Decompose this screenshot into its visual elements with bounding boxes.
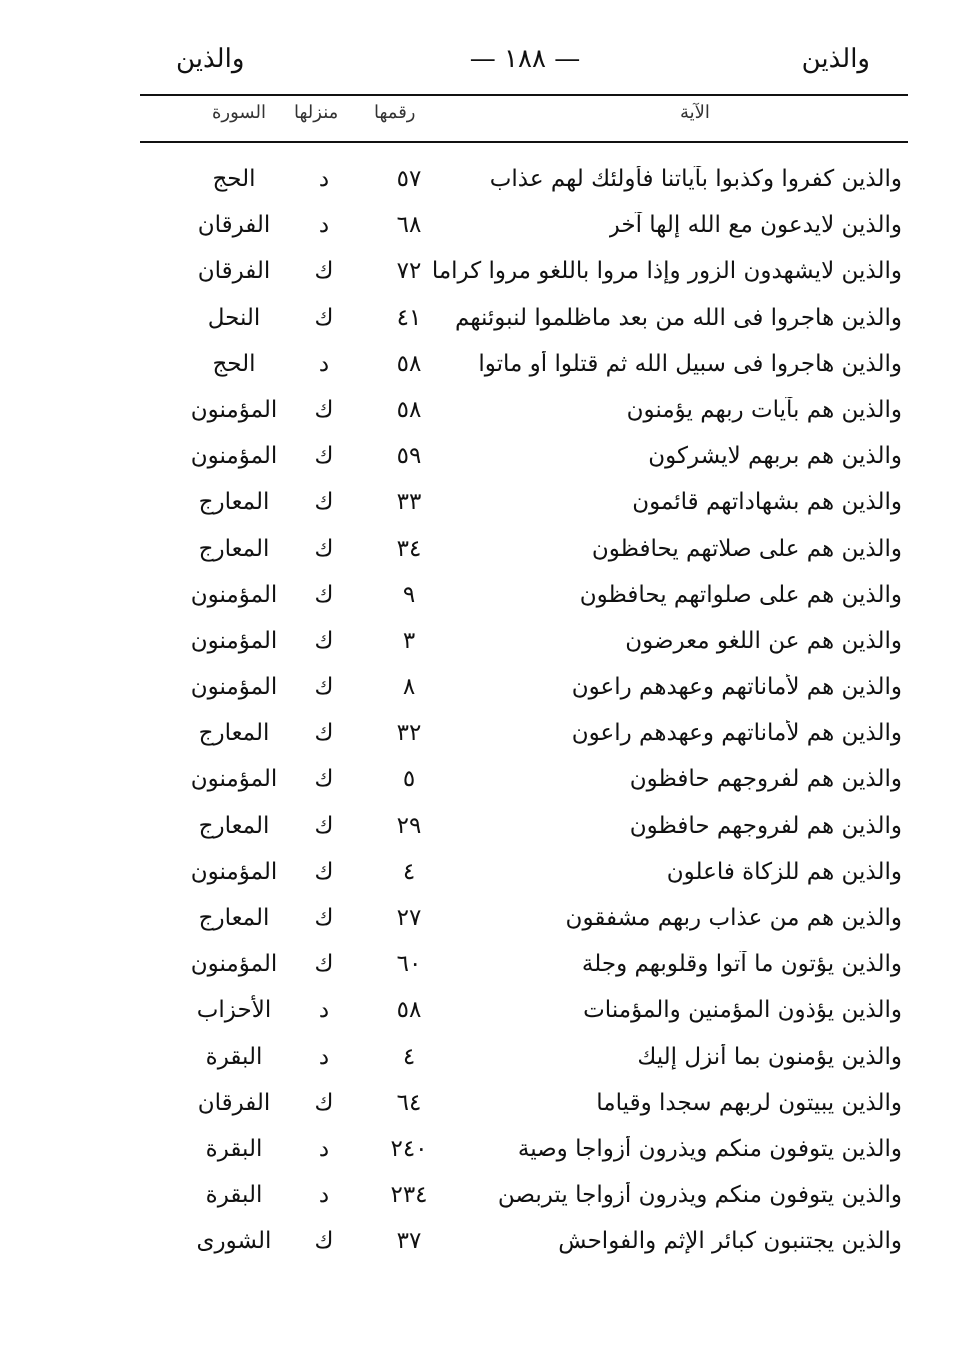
verse-number: ٤ bbox=[402, 858, 416, 885]
table-row bbox=[140, 343, 908, 389]
verse-text: والذين هم بآيات ربهم يؤمنون bbox=[626, 396, 902, 423]
revelation-place: ك bbox=[314, 396, 334, 423]
surah-name: المؤمنون bbox=[190, 674, 278, 701]
table-row bbox=[140, 943, 908, 989]
column-header-number: رقمها bbox=[374, 102, 416, 123]
table-row bbox=[140, 574, 908, 620]
table-row bbox=[140, 481, 908, 527]
revelation-place: ك bbox=[314, 581, 334, 608]
revelation-place: ك bbox=[314, 1228, 334, 1255]
verse-text: والذين هم لفروجهم حافظون bbox=[629, 812, 902, 839]
table-row bbox=[140, 1174, 908, 1220]
surah-name: النحل bbox=[207, 304, 261, 331]
verse-text: والذين هم على صلاتهم يحافظون bbox=[591, 535, 902, 562]
surah-name: المعارج bbox=[198, 905, 270, 931]
table-row bbox=[140, 1036, 908, 1082]
surah-name: المؤمنون bbox=[190, 858, 278, 885]
verse-number: ٢٩ bbox=[396, 812, 422, 839]
table-row bbox=[140, 805, 908, 851]
revelation-place: ك bbox=[314, 443, 334, 470]
surah-name: الفرقان bbox=[197, 212, 271, 239]
verse-text: والذين يؤمنون بما أنزل إليك bbox=[637, 1043, 902, 1070]
revelation-place: ك bbox=[314, 304, 334, 331]
revelation-place: ك bbox=[314, 766, 334, 793]
revelation-place: د bbox=[318, 1043, 330, 1070]
verse-number: ٥٨ bbox=[396, 997, 422, 1024]
table-row bbox=[140, 1082, 908, 1128]
running-head-left: والذين bbox=[176, 44, 245, 74]
revelation-place: ك bbox=[314, 905, 334, 931]
surah-name: المؤمنون bbox=[190, 443, 278, 470]
verse-number: ٦٠ bbox=[396, 951, 422, 978]
surah-name: الحج bbox=[212, 350, 256, 377]
revelation-place: د bbox=[318, 212, 330, 239]
verse-text: والذين كفروا وكذبوا بآياتنا فأولئك لهم عذاب bbox=[489, 166, 902, 192]
table-row bbox=[140, 712, 908, 758]
table-row bbox=[140, 989, 908, 1035]
surah-name: المؤمنون bbox=[190, 766, 278, 793]
verse-text: والذين هم من عذاب ربهم مشفقون bbox=[565, 905, 902, 931]
surah-name: البقرة bbox=[205, 1043, 263, 1070]
verse-text: والذين هم لأماناتهم وعهدهم راعون bbox=[571, 674, 902, 701]
verse-number: ٣٣ bbox=[396, 489, 422, 516]
table-row bbox=[140, 620, 908, 666]
surah-name: الحج bbox=[212, 166, 256, 192]
verse-number: ٣٢ bbox=[396, 720, 422, 747]
verse-number: ٤١ bbox=[396, 304, 422, 331]
column-header-surah: السورة bbox=[212, 102, 266, 123]
table-row bbox=[140, 666, 908, 712]
revelation-place: ك bbox=[314, 627, 334, 654]
table-row bbox=[140, 1128, 908, 1174]
surah-name: الشورى bbox=[196, 1228, 272, 1255]
surah-name: المؤمنون bbox=[190, 581, 278, 608]
verse-number: ٧٢ bbox=[396, 258, 422, 285]
verse-number: ٥٩ bbox=[396, 443, 422, 470]
verse-text: والذين هم لأماناتهم وعهدهم راعون bbox=[571, 720, 902, 747]
surah-name: البقرة bbox=[205, 1182, 263, 1209]
table-row bbox=[140, 204, 908, 250]
verse-number: ٣ bbox=[402, 627, 416, 654]
table-row bbox=[140, 528, 908, 574]
verse-number: ٣٤ bbox=[396, 535, 422, 562]
revelation-place: ك bbox=[314, 858, 334, 885]
verse-text: والذين هم عن اللغو معرضون bbox=[625, 627, 902, 654]
revelation-place: د bbox=[318, 1135, 330, 1162]
revelation-place: د bbox=[318, 350, 330, 377]
verse-index-table bbox=[140, 158, 908, 1267]
page-number: — ١٨٨ — bbox=[469, 44, 581, 74]
table-row bbox=[140, 897, 908, 943]
revelation-place: ك bbox=[314, 258, 334, 285]
verse-text: والذين هم للزكاة فاعلون bbox=[666, 858, 902, 885]
surah-name: البقرة bbox=[205, 1135, 263, 1162]
verse-text: والذين يؤتون ما آتوا وقلوبهم وجلة bbox=[581, 951, 902, 978]
surah-name: الفرقان bbox=[197, 1089, 271, 1116]
table-row bbox=[140, 1220, 908, 1266]
verse-text: والذين هم بشهاداتهم قائمون bbox=[632, 489, 902, 516]
verse-number: ٤ bbox=[402, 1043, 416, 1070]
table-row bbox=[140, 758, 908, 804]
verse-number: ٣٧ bbox=[396, 1228, 422, 1255]
verse-text: والذين هم بربهم لايشركون bbox=[648, 443, 902, 470]
verse-text: والذين لايدعون مع الله إلها آخر bbox=[608, 212, 902, 239]
verse-text: والذين هم على صلواتهم يحافظون bbox=[579, 581, 902, 608]
verse-number: ٥٧ bbox=[396, 166, 422, 192]
revelation-place: ك bbox=[314, 951, 334, 978]
verse-text: والذين يتوفون منكم ويذرون أزواجا وصية bbox=[517, 1135, 902, 1162]
revelation-place: د bbox=[318, 166, 330, 192]
revelation-place: ك bbox=[314, 1089, 334, 1116]
verse-number: ٢٣٤ bbox=[390, 1182, 428, 1209]
surah-name: المعارج bbox=[198, 535, 270, 562]
verse-text: والذين يجتنبون كبائر الإثم والفواحش bbox=[558, 1228, 902, 1255]
verse-text: والذين يتوفون منكم ويذرون أزواجا يتربصن bbox=[497, 1182, 902, 1209]
verse-number: ٦٤ bbox=[396, 1089, 422, 1116]
revelation-place: د bbox=[318, 1182, 330, 1209]
verse-number: ٥٨ bbox=[396, 350, 422, 377]
verse-number: ٢٤٠ bbox=[390, 1135, 428, 1162]
verse-text: والذين هم لفروجهم حافظون bbox=[629, 766, 902, 793]
verse-text: والذين هاجروا فى سبيل الله ثم قتلوا أو ماتوا bbox=[478, 350, 902, 377]
verse-text: والذين يبيتون لربهم سجدا وقياما bbox=[596, 1089, 902, 1116]
verse-number: ٥ bbox=[402, 766, 416, 793]
verse-number: ٨ bbox=[402, 674, 416, 701]
revelation-place: ك bbox=[314, 489, 334, 516]
surah-name: المؤمنون bbox=[190, 951, 278, 978]
table-row bbox=[140, 250, 908, 296]
running-head-right: والذين bbox=[801, 44, 870, 74]
surah-name: المعارج bbox=[198, 489, 270, 516]
top-rule bbox=[140, 94, 908, 96]
column-header-verse: الآية bbox=[680, 102, 710, 123]
revelation-place: ك bbox=[314, 812, 334, 839]
column-header-place: منزلها bbox=[294, 102, 339, 123]
table-row bbox=[140, 158, 908, 204]
revelation-place: د bbox=[318, 997, 330, 1024]
column-header-rule bbox=[140, 141, 908, 143]
verse-number: ٦٨ bbox=[396, 212, 422, 239]
verse-number: ٩ bbox=[402, 581, 416, 608]
revelation-place: ك bbox=[314, 720, 334, 747]
surah-name: المؤمنون bbox=[190, 396, 278, 423]
surah-name: الفرقان bbox=[197, 258, 271, 285]
surah-name: المعارج bbox=[198, 812, 270, 839]
verse-text: والذين لايشهدون الزور وإذا مروا باللغو مروا كراما bbox=[432, 258, 902, 285]
table-row bbox=[140, 297, 908, 343]
table-row bbox=[140, 851, 908, 897]
verse-text: والذين يؤذون المؤمنين والمؤمنات bbox=[583, 997, 902, 1024]
verse-text: والذين هاجروا فى الله من بعد ماظلموا لنبوئنهم bbox=[455, 304, 902, 331]
verse-number: ٥٨ bbox=[396, 396, 422, 423]
table-row bbox=[140, 389, 908, 435]
surah-name: الأحزاب bbox=[196, 997, 272, 1024]
revelation-place: ك bbox=[314, 535, 334, 562]
surah-name: المعارج bbox=[198, 720, 270, 747]
verse-number: ٢٧ bbox=[396, 905, 422, 931]
revelation-place: ك bbox=[314, 674, 334, 701]
surah-name: المؤمنون bbox=[190, 627, 278, 654]
table-row bbox=[140, 435, 908, 481]
